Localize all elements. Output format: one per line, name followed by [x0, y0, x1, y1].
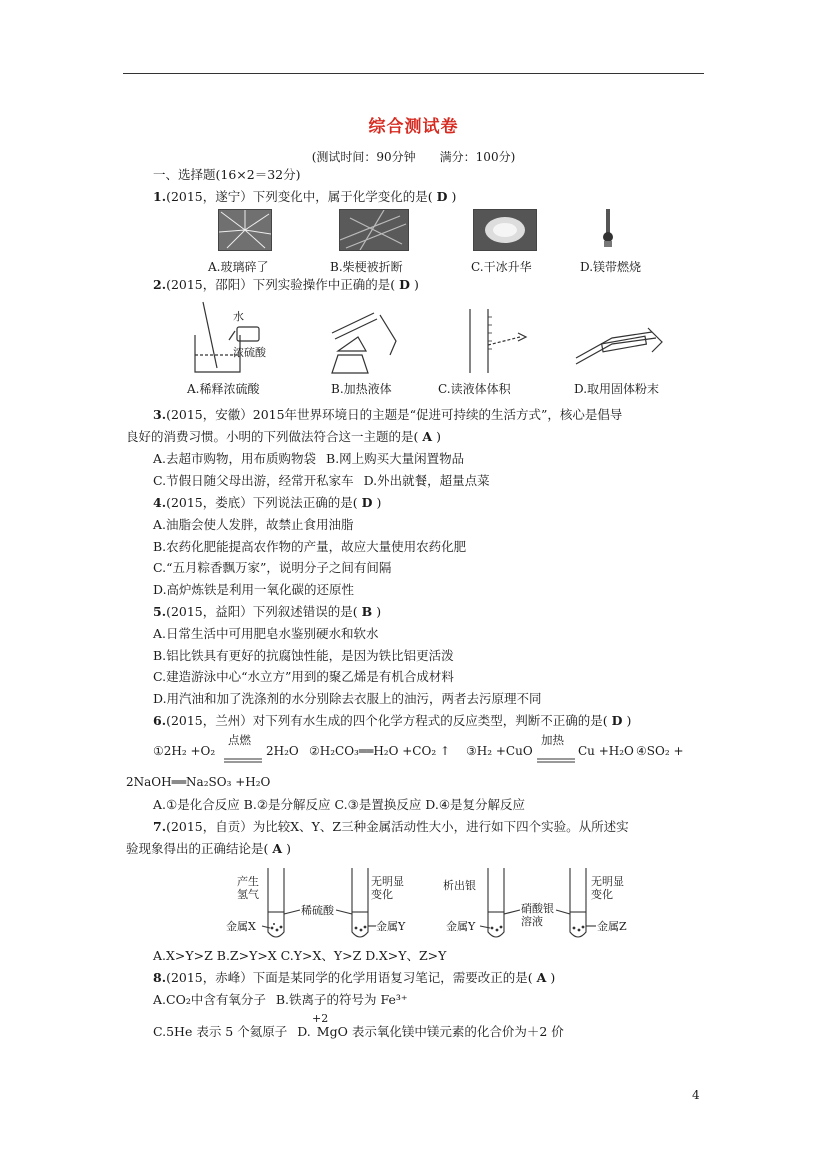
silver-nitrate-label: 硝酸银 溶液 [521, 902, 554, 928]
equation-2: ②H₂CO₃══H₂O +CO₂ ↑ [309, 744, 450, 758]
page-title: 综合测试卷 [368, 117, 459, 137]
q2-option-c: C.读液体体积 [438, 382, 511, 396]
q2-option-a: A.稀释浓硫酸 [187, 382, 260, 396]
glass-broken-photo [218, 209, 272, 251]
question-6 [153, 712, 631, 730]
equation-3-left: ③H₂ +CuO [466, 744, 533, 758]
q1-answer: D [436, 189, 448, 204]
q5-close: ) [376, 604, 382, 619]
q4-option-a: A.油脂会使人发胖，故禁止食用油脂 [153, 517, 354, 532]
q1-option-a: A.玻璃碎了 [208, 260, 269, 274]
q3-options-cd [153, 472, 490, 490]
q5-option-a: A.日常生活中可用肥皂水鉴别硬水和软水 [153, 626, 379, 641]
q1-option-d: D.镁带燃烧 [580, 260, 642, 274]
q4-number: 4. [153, 495, 167, 510]
q1-option-b: B.柴梗被折断 [330, 260, 403, 274]
question-2 [153, 276, 419, 294]
q4-option-b: B.农药化肥能提高农作物的产量，故应大量使用农药化肥 [153, 539, 467, 554]
q1-stem: (2015，遂宁）下列变化中，属于化学变化的是( [166, 189, 433, 204]
question-3-line1 [153, 406, 622, 424]
question-4 [153, 494, 381, 512]
equation-1-right: 2H₂O [266, 744, 299, 758]
q5-stem: (2015，益阳）下列叙述错误的是( [166, 604, 358, 619]
q6-number: 6. [153, 713, 167, 728]
q3-options-ab [153, 450, 464, 468]
q2-option-d: D.取用固体粉末 [574, 382, 660, 396]
q2-close: ) [413, 277, 419, 292]
q6-options: A.①是化合反应 B.②是分解反应 C.③是置换反应 D.④是复分解反应 [153, 797, 526, 812]
q2-answer: D [399, 277, 410, 292]
q2-stem: (2015，邵阳）下列实验操作中正确的是( [166, 277, 396, 292]
q5-answer: B [361, 604, 373, 619]
page-number: 4 [692, 1088, 700, 1102]
eq1-double-line [224, 749, 262, 755]
q8-option-d-mg: M [316, 1024, 330, 1039]
q3-option-b: B.网上购买大量闲置物品 [326, 451, 465, 466]
q6-stem: (2015，兰州）对下列有水生成的四个化学方程式的反应类型，判断不正确的是( [166, 713, 608, 728]
question-5 [153, 603, 381, 621]
heating-liquid-diagram [318, 305, 408, 377]
equation-4-start: ④SO₂ + [636, 744, 684, 758]
water-label: 水 [233, 310, 244, 323]
question-7-line2 [126, 840, 291, 858]
q3-answer: A [422, 429, 433, 444]
equation-4-end: 2NaOH══Na₂SO₃ +H₂O [126, 775, 271, 789]
metal-y-label: 金属Y [376, 920, 406, 933]
acid-label: 浓硫酸 [233, 346, 266, 359]
q3-number: 3. [153, 407, 167, 422]
eq3-double-line [537, 749, 575, 755]
silver-precipitated-label: 析出银 [443, 879, 476, 892]
valence-mark: +2 [312, 1012, 329, 1025]
equation-3-right: Cu +H₂O [578, 744, 634, 758]
ignite-condition: 点燃 [228, 733, 251, 747]
q3-option-a: A.去超市购物，用布质购物袋 [153, 451, 317, 466]
q3-stem-2: 良好的消费习惯。小明的下列做法符合这一主题的是( [126, 429, 419, 444]
q8-option-c: C.5He 表示 5 个氦原子 [153, 1024, 288, 1039]
q8-stem: (2015，赤峰）下面是某同学的化学用语复习笔记，需要改正的是( [166, 970, 533, 985]
q4-stem: (2015，娄底）下列说法正确的是( [166, 495, 358, 510]
full-score: 满分：100分) [439, 150, 516, 164]
hydrogen-produced-label: 产生 氢气 [237, 875, 259, 901]
q5-option-d: D.用汽油和加了洗涤剂的水分别除去衣服上的油污，两者去污原理不同 [153, 691, 542, 706]
magnesium-burning-image [593, 207, 623, 249]
q8-options-ab [153, 991, 407, 1009]
powder-diagram [572, 322, 664, 370]
q8-option-d-rest: gO 表示氧化镁中镁元素的化合价为＋2 价 [329, 1024, 564, 1039]
broken-stalks-photo [339, 209, 409, 251]
test-time: (测试时间：90分钟 [311, 150, 416, 164]
q7-answer: A [272, 841, 283, 856]
question-1 [153, 188, 456, 206]
section-heading: 一、选择题(16×2＝32分) [153, 167, 301, 182]
q1-option-c: C.干冰升华 [471, 260, 532, 274]
q5-option-c: C.建造游泳中心“水立方”用到的聚乙烯是有机合成材料 [153, 669, 454, 684]
test-info [0, 148, 827, 165]
q8-options-cd [153, 1023, 564, 1041]
q7-close: ) [286, 841, 291, 856]
q3-option-d: D.外出就餐，超量点菜 [363, 473, 490, 488]
q2-number: 2. [153, 277, 167, 292]
q4-answer: D [361, 495, 373, 510]
equation-1-left: ①2H₂ +O₂ [153, 744, 216, 758]
header-rule [123, 73, 704, 74]
q8-option-a: A.CO₂中含有氧分子 [153, 992, 266, 1007]
q7-stem-2: 验现象得出的正确结论是( [126, 841, 269, 856]
q6-close: ) [626, 713, 632, 728]
sulfuric-acid-label: 稀硫酸 [301, 904, 334, 917]
q5-option-b: B.铝比铁具有更好的抗腐蚀性能，是因为铁比铝更活泼 [153, 648, 454, 663]
q1-number: 1. [153, 189, 167, 204]
q3-stem-1: (2015，安徽）2015年世界环境日的主题是“促进可持续的生活方式”，核心是倡导 [166, 407, 623, 422]
q3-close: ) [436, 429, 441, 444]
dry-ice-photo [473, 209, 537, 251]
q1-close: ) [451, 189, 457, 204]
q7-options: A.X>Y>Z B.Z>Y>X C.Y>X、Y>Z D.X>Y、Z>Y [153, 948, 447, 963]
metal-z-label: 金属Z [597, 920, 627, 933]
heat-condition: 加热 [541, 733, 564, 747]
reading-volume-diagram [460, 307, 540, 375]
no-change-label-1: 无明显 变化 [371, 875, 404, 901]
question-3-line2 [126, 428, 441, 446]
q4-option-c: C.“五月粽香飘万家”，说明分子之间有间隔 [153, 560, 392, 575]
metal-x-label: 金属X [226, 920, 256, 933]
question-8 [153, 969, 555, 987]
q7-number: 7. [153, 819, 167, 834]
q3-option-c: C.节假日随父母出游，经常开私家车 [153, 473, 354, 488]
q6-answer: D [611, 713, 623, 728]
q4-close: ) [376, 495, 382, 510]
question-7-line1 [153, 818, 629, 836]
q8-number: 8. [153, 970, 167, 985]
q4-option-d: D.高炉炼铁是利用一氧化碳的还原性 [153, 582, 355, 597]
q8-option-d-prefix: D. [297, 1024, 311, 1039]
q5-number: 5. [153, 604, 167, 619]
metal-y2-label: 金属Y [446, 920, 476, 933]
q8-close: ) [550, 970, 556, 985]
q8-option-b: B.铁离子的符号为 Fe³⁺ [275, 992, 408, 1007]
no-change-label-2: 无明显 变化 [591, 875, 624, 901]
q7-stem-1: (2015，自贡）为比较X、Y、Z三种金属活动性大小，进行如下四个实验。从所述实 [166, 819, 629, 834]
q2-option-b: B.加热液体 [331, 382, 392, 396]
q8-answer: A [536, 970, 547, 985]
